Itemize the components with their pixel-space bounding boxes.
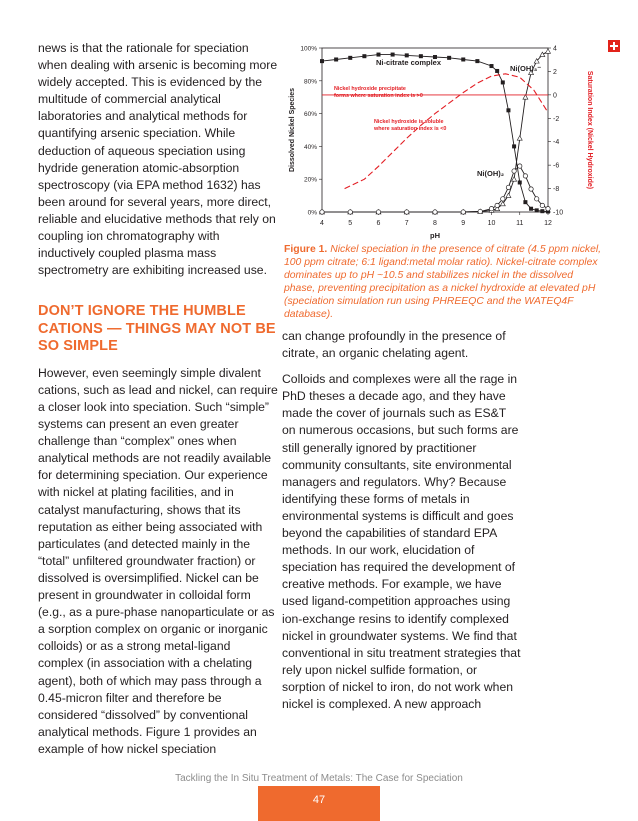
data-point [348,56,352,60]
data-point [529,207,533,211]
data-point [518,180,522,184]
data-point [405,53,409,57]
section-heading: DON’T IGNORE THE HUMBLE CATIONS — THINGS MAY NOT BE SO SIMPLE [38,303,276,355]
x-axis-label: pH [430,231,440,240]
data-point [461,57,465,61]
right-paragraph-2: Colloids and complexes were all the rage in PhD theses a decade ago, and they have made the cover of journals such as ES&T on numerous occasions, but such forms are still generally ignored by practitioner community consultants, site environmental managers and regulators. Why? Because identifying these forms of metals in environmental systems is difficult and goes beyond the capabilities of standard EPA methods. In our work, elucidation of speciation has required the development of creative methods. For example, we have used ligand-competition approaches using ion-exchange resins to identify complexed nickel in groundwater systems. We find that conventional in situ treatment strategies that rely upon nickel sulfide formation, or sorption of nickel to iron, do not work when nickel is complexed. A new approach [282,372,521,711]
y2-tick-label: 4 [553,45,557,53]
data-point [461,210,465,214]
y2-tick-label: -2 [553,115,560,123]
left-paragraph-2: However, even seemingly simple divalent cations, such as lead and nickel, can require a closer look into speciation. Such “simple” systems can present an even greater challenge than “complex” ones when analytical methods are not readily available for determining speciation. Our experience with nickel at plating facilities, and in catalyst manufacturing, shows that its reputation as either being associated with particulates (and detected mainly in the “total” unfiltered groundwater fraction) or dissolved is oversimplified. Nickel can be present in groundwater in colloidal form (e.g., as a pure-phase nanoparticulate or as a sorption complex on organic or inorganic colloids) or as a strong metal-ligand complex (in association with a chelating agent), both of which may pass through a 0.45-micron filter and therefore be considered “dissolved” by conventional analytical methods. Figure 1 provides an example of how nickel speciation [38,365,278,756]
data-point [535,208,539,212]
data-point [535,197,539,201]
y-tick-label: 60% [303,111,317,119]
x-tick-label: 8 [433,220,437,227]
right-column [282,328,522,713]
data-point [506,193,511,198]
data-point [447,56,451,60]
data-point [529,187,533,191]
label-precip-1: Nickel hydroxide precipitate [334,86,406,92]
label-precip-2: forms where saturation index is >0 [334,93,423,99]
label-ni-citrate: Ni-citrate complex [376,58,442,67]
swiss-cross-icon [608,40,620,52]
nickel-speciation-chart [270,36,608,266]
data-point [348,210,352,214]
label-soluble-1: Nickel hydroxide is soluble [374,119,444,125]
data-point [391,53,395,57]
label-ni-oh2: Ni(OH)₂ [477,169,505,178]
data-point [478,209,482,213]
y2-tick-label: -6 [553,162,560,170]
figure-caption [284,244,604,321]
data-point [546,49,551,54]
footer-title: Tackling the In Situ Treatment of Metals: The Case for Speciation [175,773,463,784]
data-point [475,59,479,63]
y2-tick-label: -4 [553,139,560,147]
data-point [540,203,544,207]
right-paragraph-1: can change profoundly in the presence of citrate, an organic chelating agent. [282,329,506,361]
data-point [377,53,381,57]
y-tick-label: 80% [303,78,317,86]
x-tick-label: 4 [320,220,324,227]
data-point [518,164,522,168]
y-tick-label: 40% [303,143,317,151]
x-tick-label: 12 [544,220,552,227]
figure-caption-text: Nickel speciation in the presence of citrate (4.5 ppm nickel, 100 ppm citrate; 6:1 ligand:metal molar ratio). Nickel-citrate complex dominates up to pH ~10.5 and stabilizes nickel in the dissolved phase, preventing precipitation as a nickel hydroxide at elevated pH (speciation simulation run using PHREEQC and the WATEQ4F database). [284,244,602,320]
data-point [334,57,338,61]
data-point [546,207,550,211]
data-point [523,95,528,100]
left-column [38,40,278,758]
data-point [506,108,510,112]
page-number: 47 [258,786,380,821]
chart-annotations [334,58,541,178]
x-tick-label: 5 [348,220,353,227]
data-point [433,210,437,214]
data-point [489,207,493,211]
left-paragraph-1: news is that the rationale for speciation when dealing with arsenic is becoming more widely accepted. This is evidenced by the multitude of commercial analytical laboratories and analytical methods for quantifying arsenic speciation. While deduction of aqueous speciation using hydride generation atomic-absorption spectroscopy (via EPA method 1632) has been around for several years, more direct, reliable and elucidative methods that rely on coupling ion chromatography with inductively coupled plasma mass spectrometry are exhibiting increased use. [38,41,278,278]
y2-axis-label: Saturation Index (Nickel Hydroxide) [586,70,593,190]
data-point [495,69,499,73]
data-point [501,80,505,84]
x-tick-label: 6 [376,220,381,227]
figure-label: Figure 1. [284,244,328,255]
data-point [490,64,494,68]
data-point [495,203,499,207]
y2-tick-label: -10 [553,209,564,217]
data-point [320,59,324,63]
data-point [506,185,510,189]
data-point [501,197,505,201]
y2-tick-label: -8 [553,186,560,194]
y-tick-label: 100% [300,45,317,53]
data-point [512,144,516,148]
label-ni-oh3: Ni(OH)₃⁻ [510,64,542,73]
y-tick-label: 20% [303,176,317,184]
data-point [320,210,324,214]
y2-tick-label: 0 [553,92,557,100]
data-point [517,136,522,141]
y-axis-label: Dissolved Nickel Species [289,87,296,173]
y-tick-label: 0% [307,209,317,217]
x-tick-label: 11 [516,220,524,227]
data-point [512,169,516,173]
x-tick-label: 7 [404,220,409,227]
x-tick-label: 9 [461,220,466,227]
data-point [523,200,527,204]
data-point [362,54,366,58]
series-line-0 [322,55,548,212]
label-soluble-2: where saturation index is <0 [374,126,447,132]
data-point [376,210,380,214]
x-tick-label: 10 [487,220,496,227]
data-point [540,209,544,213]
data-point [405,210,409,214]
data-point [540,52,545,57]
y2-tick-label: 2 [553,68,557,76]
data-point [523,174,527,178]
